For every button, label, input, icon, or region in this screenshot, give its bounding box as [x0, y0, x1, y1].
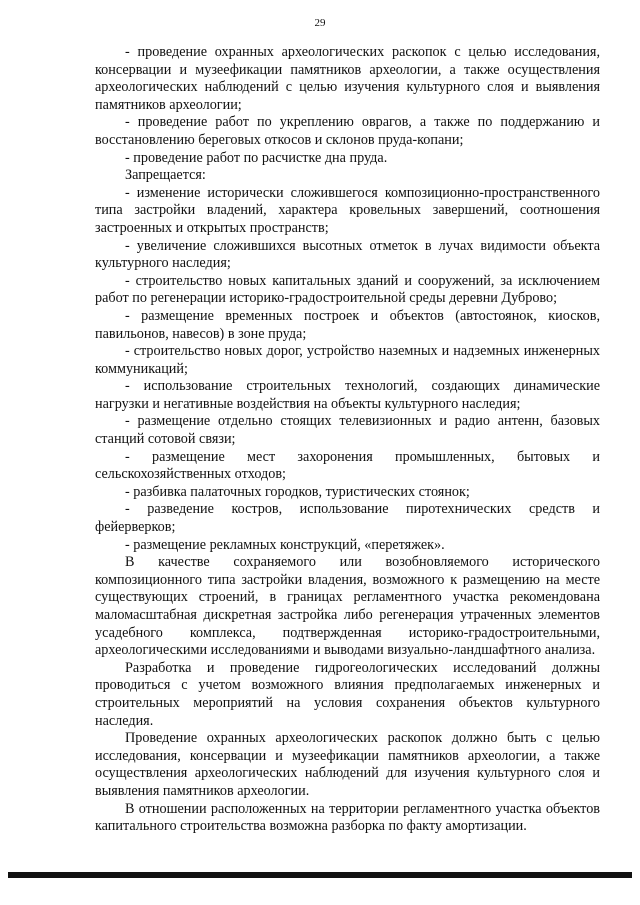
paragraph-10: [95, 378, 600, 413]
document-body: [95, 44, 600, 836]
paragraph-4-text: Запрещается:: [125, 167, 206, 184]
paragraph-12: [95, 449, 600, 484]
paragraph-10-text: - использование строительных технологий, создающих динамические нагрузки и негативные воздействия на объекты культурного наследия;: [95, 378, 600, 412]
paragraph-1-text: - проведение охранных археологических раскопок с целью исследования, консервации и музеефикации памятников археологии, а также осуществления археологических наблюдений с целью изучения культурного слоя и выявления памятников археологии;: [95, 44, 600, 113]
paragraph-4: [95, 167, 600, 185]
paragraph-19-text: В отношении расположенных на территории регламентного участка объектов капитального строительства возможна разборка по факту амортизации.: [95, 800, 600, 835]
paragraph-1: [95, 44, 600, 114]
paragraph-11-text: - размещение отдельно стоящих телевизионных и радио антенн, базовых станций сотовой связи;: [95, 413, 600, 448]
paragraph-14: [95, 501, 600, 536]
page-number: 29: [314, 17, 326, 29]
paragraph-15-text: - размещение рекламных конструкций, «перетяжек».: [125, 536, 445, 553]
paragraph-7: [95, 273, 600, 308]
paragraph-2-text: - проведение работ по укреплению оврагов, а также по поддержанию и восстановлению береговых откосов и склонов пруда-копани;: [95, 114, 600, 148]
paragraph-13-text: - разбивка палаточных городков, туристических стоянок;: [125, 483, 470, 500]
paragraph-13: [95, 484, 600, 502]
paragraph-17-text: Разработка и проведение гидрогеологических исследований должны проводиться с учетом возможного влияния предполагаемых инженерных и строительных мероприятий на условия сохранения объектов культурного наследия.: [95, 659, 600, 729]
paragraph-9: [95, 343, 600, 378]
paragraph-3: [95, 150, 600, 168]
paragraph-8-text: - размещение временных построек и объектов (автостоянок, киосков, павильонов, навесов) в зоне пруда;: [95, 307, 600, 342]
paragraph-7-text: - строительство новых капитальных зданий и сооружений, за исключением работ по регенерации историко-градостроительной среды деревни Дуброво;: [95, 272, 600, 307]
paragraph-16: [95, 554, 600, 660]
paragraph-5: [95, 185, 600, 238]
paragraph-9-text: - строительство новых дорог, устройство наземных и надземных инженерных коммуникаций;: [95, 343, 600, 377]
paragraph-6-text: - увеличение сложившихся высотных отметок в лучах видимости объекта культурного наследия;: [95, 237, 600, 272]
paragraph-5-text: - изменение исторически сложившегося композиционно-пространственного типа застройки владений, характера кровельных завершений, соотношения застроенных и открытых пространств;: [95, 184, 600, 236]
paragraph-3-text: - проведение работ по расчистке дна пруда.: [125, 149, 388, 166]
paragraph-17: [95, 660, 600, 730]
paragraph-8: [95, 308, 600, 343]
paragraph-12-text: - размещение мест захоронения промышленных, бытовых и сельскохозяйственных отходов;: [95, 448, 600, 483]
paragraph-18: [95, 730, 600, 800]
paragraph-18-text: Проведение охранных археологических раскопок должно быть с целью исследования, консервации и музеефикации памятников археологии, а также осуществления археологических наблюдений для изучения культурного слоя и выявления памятников археологии.: [95, 730, 600, 799]
paragraph-15: [95, 537, 600, 555]
paragraph-14-text: - разведение костров, использование пиротехнических средств и фейерверков;: [95, 501, 600, 536]
paragraph-11: [95, 413, 600, 448]
paragraph-2: [95, 114, 600, 149]
paragraph-16-text: В качестве сохраняемого или возобновляемого исторического композиционного типа застройки владения, возможного к размещению на месте существующих строений, в границах регламентного участка рекомендована маломасштабная дискретная застройка либо регенерация утраченных элементов усадебного комплекса, подтвержденная историко-градостроительными, археологическими исследованиями и выводами визуально-ландшафтного анализа.: [95, 554, 600, 659]
bottom-scan-border: [8, 872, 632, 878]
paragraph-19: [95, 801, 600, 836]
paragraph-6: [95, 238, 600, 273]
